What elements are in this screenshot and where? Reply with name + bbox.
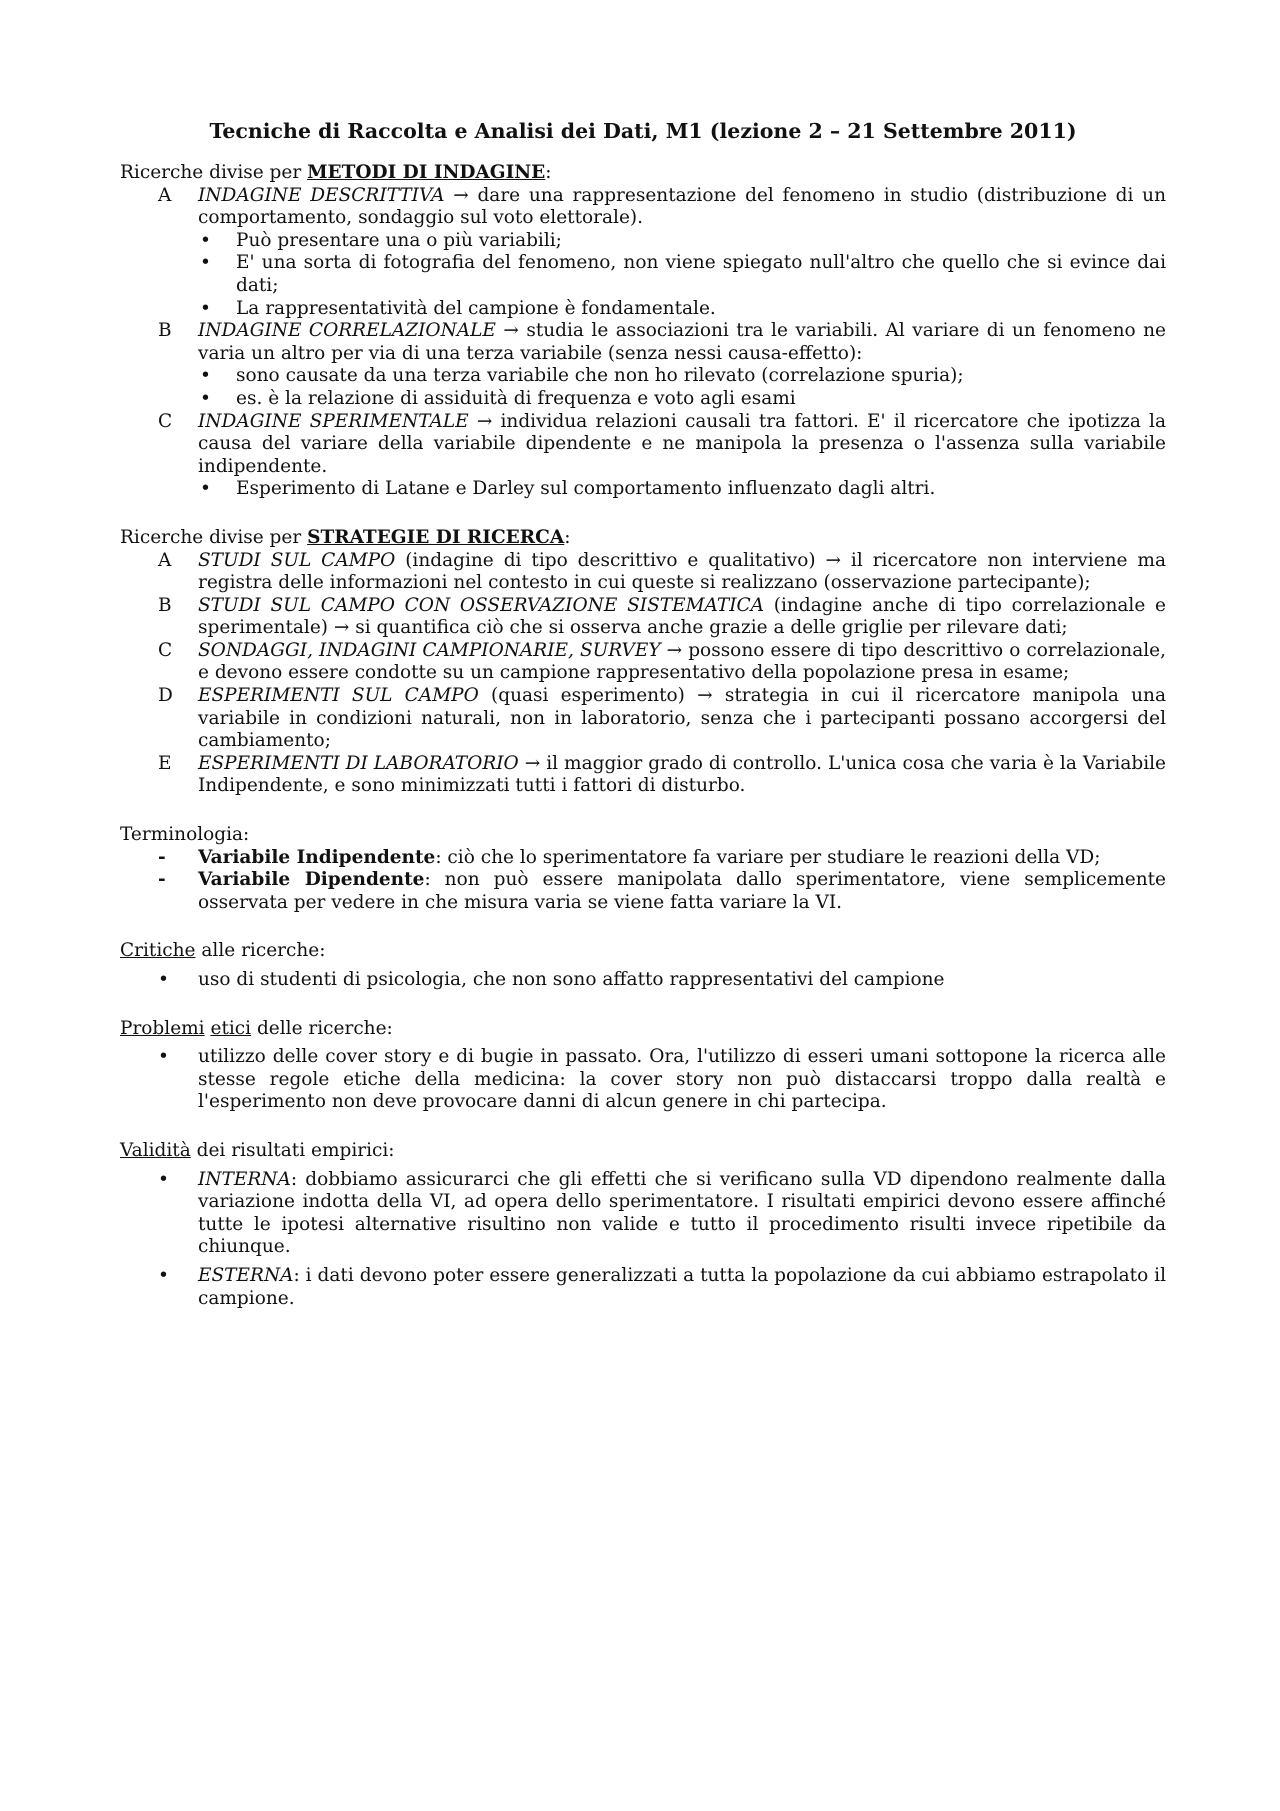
section-problemi <box>120 1018 1166 1114</box>
section-strategie <box>120 527 1166 798</box>
item-term: Variabile Indipendente <box>198 846 436 868</box>
bullet-text: Esperimento di Latane e Darley sul comportamento influenzato dagli altri. <box>236 478 936 500</box>
section-heading <box>120 162 1166 185</box>
section-heading <box>120 1140 1166 1163</box>
item-text: → possono essere di tipo descrittivo o correlazionale, e devono essere condotte su un campione rappresentativo della popolazione presa in esame; <box>198 639 1166 684</box>
heading-term: Problemi <box>120 1017 205 1039</box>
bullet-icon: • <box>200 478 211 500</box>
item-title: INTERNA <box>198 1168 291 1190</box>
bullet-icon: • <box>200 365 211 387</box>
dash-marker: - <box>158 869 166 891</box>
item-text: : non può essere manipolata dallo sperimentatore, viene semplicemente osservata per vedere in che misura varia se viene fatta variare la VI. <box>198 869 1166 913</box>
bullet-text: uso di studenti di psicologia, che non sono affatto rappresentativi del campione <box>198 969 945 990</box>
bullet-text: utilizzo delle cover story e di bugie in passato. Ora, l'utilizzo di esseri umani sottopone la ricerca alle stesse regole etiche della medicina: la cover story non può distaccarsi troppo dalla realtà e l'esperimento non deve provocare danni di alcun genere in chi partecipa. <box>198 1046 1166 1113</box>
heading-intro: Ricerche divise per <box>120 162 308 183</box>
item-title: ESTERNA <box>198 1264 294 1286</box>
section-critiche <box>120 940 1166 991</box>
heading-term: Critiche <box>120 940 196 962</box>
bullet-item <box>120 478 1166 501</box>
list-item <box>120 847 1166 870</box>
item-title: STUDI SUL CAMPO <box>198 549 396 571</box>
section-validita <box>120 1140 1166 1310</box>
section-heading <box>120 940 1166 963</box>
item-marker: A <box>158 184 172 206</box>
item-marker: E <box>158 752 172 774</box>
page-title: Tecniche di Raccolta e Analisi dei Dati, M1 (lezione 2 – 21 Settembre 2011) <box>209 119 1077 143</box>
list-item <box>120 320 1166 365</box>
item-marker: C <box>158 639 173 661</box>
item-text: → il maggior grado di controllo. L'unica cosa che varia è la Variabile Indipendente, e sono minimizzati tutti i fattori di disturbo. <box>198 752 1166 797</box>
bullet-item <box>120 388 1166 411</box>
item-title: SONDAGGI, INDAGINI CAMPIONARIE, SURVEY <box>198 639 661 661</box>
bullet-item <box>120 365 1166 388</box>
bullet-item <box>120 1265 1166 1310</box>
heading-term: Validità <box>120 1139 191 1161</box>
list-item <box>120 753 1166 798</box>
item-title: INDAGINE CORRELAZIONALE <box>198 320 496 342</box>
bullet-text: es. è la relazione di assiduità di frequenza e voto agli esami <box>236 387 796 409</box>
heading-rest: delle ricerche: <box>251 1017 393 1039</box>
bullet-text: La rappresentatività del campione è fondamentale. <box>236 297 716 319</box>
bullet-icon: • <box>158 1264 169 1286</box>
item-marker: B <box>158 594 172 616</box>
list-item <box>120 550 1166 595</box>
heading-term: etici <box>210 1017 252 1039</box>
item-title: STUDI SUL CAMPO CON OSSERVAZIONE SISTEMATICA <box>198 594 765 616</box>
heading-term: METODI DI INDAGINE <box>307 162 546 183</box>
bullet-text: sono causate da una terza variabile che non ho rilevato (correlazione spuria); <box>236 365 964 387</box>
list-item <box>120 685 1166 753</box>
item-marker: C <box>158 410 173 432</box>
bullet-icon: • <box>200 387 211 409</box>
heading-rest: alle ricerche: <box>195 940 326 962</box>
bullet-item <box>120 252 1166 297</box>
bullet-item <box>120 298 1166 321</box>
item-text: → dare una rappresentazione del fenomeno in studio (distribuzione di un comportamento, sondaggio sul voto elettorale). <box>198 184 1166 229</box>
bullet-text: : i dati devono poter essere generalizzati a tutta la popolazione da cui abbiamo estrapolato il campione. <box>198 1264 1166 1309</box>
bullet-icon: • <box>158 1046 169 1068</box>
bullet-text: Può presentare una o più variabili; <box>236 229 562 251</box>
bullet-item <box>120 1169 1166 1259</box>
heading-colon: : <box>564 526 571 548</box>
item-term: Variabile Dipendente <box>198 869 425 891</box>
heading-rest: dei risultati empirici: <box>190 1139 395 1161</box>
bullet-icon: • <box>200 297 211 319</box>
item-marker: D <box>158 685 173 707</box>
bullet-icon: • <box>158 1168 169 1190</box>
section-terminologia <box>120 824 1166 914</box>
item-text: (quasi esperimento) → strategia in cui il ricercatore manipola una variabile in condizioni naturali, non in laboratorio, senza che i partecipanti possano accorgersi del cambiamento; <box>198 685 1166 752</box>
bullet-icon: • <box>158 969 169 990</box>
document-page <box>120 118 1166 1310</box>
item-marker: A <box>158 549 172 571</box>
heading-colon: : <box>545 162 552 183</box>
bullet-icon: • <box>200 229 211 251</box>
heading-term: STRATEGIE DI RICERCA <box>307 526 565 548</box>
item-text: → individua relazioni causali tra fattori. E' il ricercatore che ipotizza la causa del variare della variabile dipendente e ne manipola la presenza o l'assenza sulla variabile indipendente. <box>198 410 1167 477</box>
bullet-item <box>120 969 1166 992</box>
dash-marker: - <box>158 846 166 868</box>
bullet-item <box>120 1046 1166 1114</box>
item-title: ESPERIMENTI SUL CAMPO <box>198 685 479 707</box>
section-heading: Terminologia: <box>120 824 250 846</box>
item-title: INDAGINE DESCRITTIVA <box>198 184 445 206</box>
heading-intro: Ricerche divise per <box>120 526 308 548</box>
bullet-text: E' una sorta di fotografia del fenomeno, non viene spiegato null'altro che quello che si evince dai dati; <box>236 252 1166 296</box>
list-item <box>120 185 1166 230</box>
item-title: INDAGINE SPERIMENTALE <box>198 410 469 432</box>
item-marker: B <box>158 320 172 342</box>
bullet-icon: • <box>200 252 211 274</box>
section-metodi <box>120 162 1166 501</box>
item-text: (indagine di tipo descrittivo e qualitativo) → il ricercatore non interviene ma registra delle informazioni nel contesto in cui queste si realizzano (osservazione partecipante); <box>198 549 1166 594</box>
item-text: (indagine anche di tipo correlazionale e sperimentale) → si quantifica ciò che si osserva anche grazie a delle griglie per rilevare dati; <box>198 594 1166 639</box>
item-text: → studia le associazioni tra le variabili. Al variare di un fenomeno ne varia un altro per via di una terza variabile (senza nessi causa-effetto): <box>198 320 1166 364</box>
list-item <box>120 869 1166 914</box>
item-text: : ciò che lo sperimentatore fa variare per studiare le reazioni della VD; <box>435 846 1101 868</box>
item-title: ESPERIMENTI DI LABORATORIO <box>198 752 519 774</box>
section-heading <box>120 527 1166 550</box>
bullet-item <box>120 230 1166 253</box>
list-item <box>120 595 1166 640</box>
section-heading <box>120 1018 1166 1041</box>
bullet-text: : dobbiamo assicurarci che gli effetti che si verificano sulla VD dipendono realmente dalla variazione indotta della VI, ad opera dello sperimentatore. I risultati empirici devono essere affinché tutte le ipotesi alternative risultino non valide e tutto il procedimento risulti invece ripetibile da chiunque. <box>198 1168 1166 1258</box>
list-item <box>120 640 1166 685</box>
list-item <box>120 411 1166 479</box>
